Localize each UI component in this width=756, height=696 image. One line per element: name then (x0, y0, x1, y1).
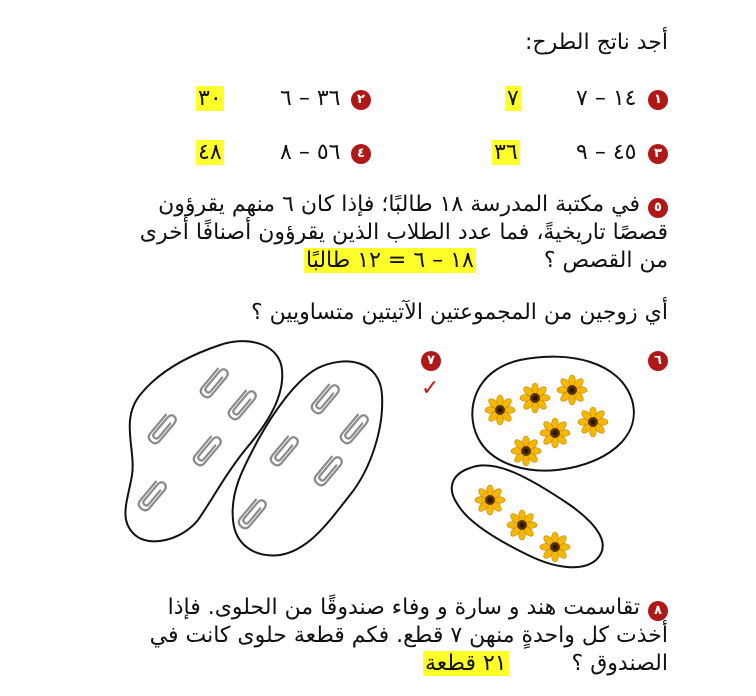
exercise-answer-3: ٣٦ (494, 140, 518, 165)
exercise-expression-4: ٥٦ – ٨ (280, 140, 341, 165)
exercise-heading: أجد ناتج الطرح: (524, 30, 668, 55)
exercise-answer-1: ٧ (507, 86, 519, 111)
question-7-badge: ٧ (421, 350, 441, 371)
pairs-question: أي زوجين من المجموعتين الآتيتين متساويين ؟ (250, 300, 668, 325)
question-5-badge: ٥ (648, 197, 668, 218)
question-6-badge: ٦ (648, 350, 668, 371)
question-5-answer: ١٨ – ٦ = ١٢ طالبًا (306, 248, 474, 273)
question-8-answer: ٢١ قطعة (425, 651, 507, 676)
exercise-badge-2: ٢ (351, 89, 371, 110)
question-8-line-2: أخذت كل واحدةٍ منهن ٧ قطع. فكم قطعة حلوى كانت في (149, 623, 668, 648)
question-8-line-3: الصندوق ؟ (571, 651, 668, 676)
exercise-expression-1: ١٤ – ٧ (576, 86, 637, 111)
flower-set-1 (472, 357, 634, 471)
exercise-answer-2: ٣٠ (198, 86, 222, 111)
exercise-answer-4: ٤٨ (198, 140, 222, 165)
question-5-line-1: في مكتبة المدرسة ١٨ طالبًا؛ فإذا كان ٦ منهم يقرؤون (158, 192, 640, 217)
exercise-expression-2: ٣٦ – ٦ (280, 86, 341, 111)
question-8-badge: ٨ (648, 600, 668, 621)
exercise-badge-1: ١ (648, 89, 668, 110)
question-8-line-1: تقاسمت هند و سارة و وفاء صندوقًا من الحلوى. فإذا (167, 595, 640, 620)
exercise-expression-3: ٤٥ – ٩ (576, 140, 637, 165)
exercise-badge-4: ٤ (351, 143, 371, 164)
question-7-check-mark: ✓ (421, 376, 440, 401)
question-5-line-2: قصصًا تاريخيةً، فما عدد الطلاب الذين يقرؤون أصنافًا أخرى (139, 220, 668, 245)
flower-set-2 (452, 465, 603, 567)
question-5-line-3: من القصص ؟ (543, 248, 668, 273)
paper-clip-set-2 (233, 361, 383, 555)
exercise-badge-3: ٣ (648, 143, 668, 164)
